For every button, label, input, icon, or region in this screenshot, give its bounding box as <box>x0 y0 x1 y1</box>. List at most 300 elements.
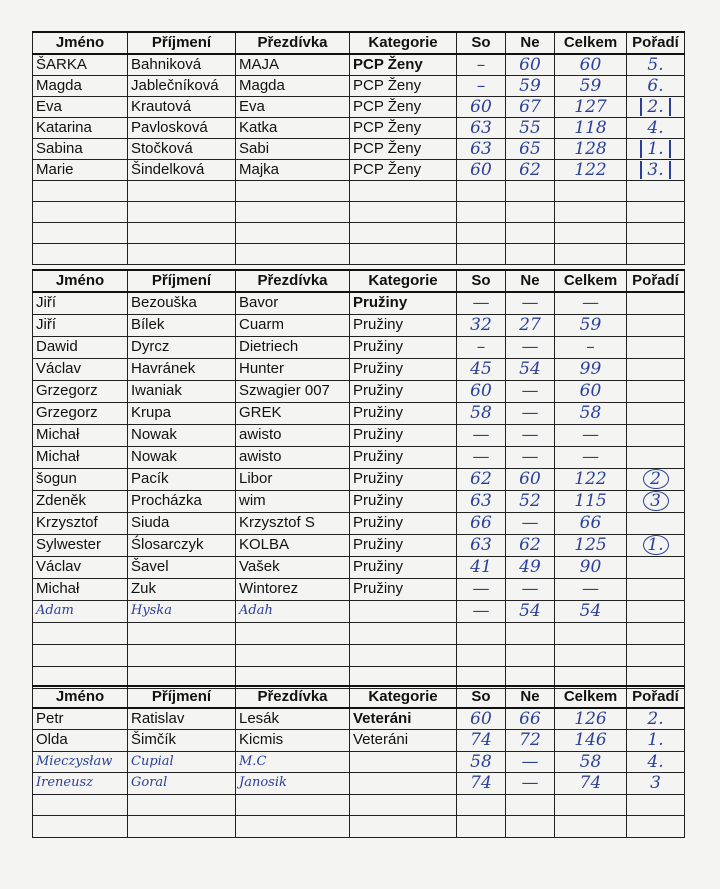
nickname-cell: Krzysztof S <box>236 512 350 534</box>
empty-cell <box>33 622 128 644</box>
empty-row <box>33 816 685 838</box>
empty-cell <box>627 644 685 666</box>
empty-row <box>33 202 685 223</box>
empty-cell <box>555 816 627 838</box>
so-cell: 60 <box>457 97 506 118</box>
empty-cell <box>128 794 236 816</box>
empty-row <box>33 794 685 816</box>
surname-cell: Stočková <box>128 139 236 160</box>
header-so: So <box>457 686 506 708</box>
empty-cell <box>457 244 506 265</box>
rank-cell <box>627 578 685 600</box>
rank-cell <box>627 446 685 468</box>
surname-cell: Ślosarczyk <box>128 534 236 556</box>
rank-mark: 1. <box>643 535 669 555</box>
rank-mark: 2. <box>640 98 670 116</box>
total-cell: — <box>555 446 627 468</box>
ne-cell: 49 <box>506 556 555 578</box>
category-cell <box>350 751 457 773</box>
category-cell: Pružiny <box>350 468 457 490</box>
header-prezdivka: Přezdívka <box>236 686 350 708</box>
nickname-cell: M.C <box>236 751 350 773</box>
first-name-cell: Krzysztof <box>33 512 128 534</box>
nickname-cell: Libor <box>236 468 350 490</box>
category-cell: PCP Ženy <box>350 76 457 97</box>
nickname-cell: Katka <box>236 118 350 139</box>
ne-cell: 59 <box>506 76 555 97</box>
table-row <box>33 97 685 118</box>
table-row <box>33 424 685 446</box>
so-cell: 41 <box>457 556 506 578</box>
empty-cell <box>350 794 457 816</box>
empty-cell <box>457 644 506 666</box>
rank-cell <box>627 534 685 556</box>
header-celkem: Celkem <box>555 270 627 292</box>
nickname-cell: wim <box>236 490 350 512</box>
table-row <box>33 556 685 578</box>
surname-cell: Šavel <box>128 556 236 578</box>
category-cell: Pružiny <box>350 358 457 380</box>
header-prijmeni: Příjmení <box>128 270 236 292</box>
rank-mark: 1. <box>640 140 670 158</box>
rank-cell <box>627 336 685 358</box>
empty-cell <box>627 244 685 265</box>
surname-cell: Pavlosková <box>128 118 236 139</box>
so-cell: 60 <box>457 380 506 402</box>
empty-cell <box>555 794 627 816</box>
surname-cell: Cupial <box>128 751 236 773</box>
first-name-cell: Jiří <box>33 292 128 314</box>
empty-row <box>33 644 685 666</box>
header-jmeno: Jméno <box>33 270 128 292</box>
so-cell: 58 <box>457 402 506 424</box>
total-cell: – <box>555 336 627 358</box>
ne-cell: — <box>506 402 555 424</box>
total-cell: — <box>555 292 627 314</box>
category-cell: Pružiny <box>350 292 457 314</box>
empty-cell <box>128 202 236 223</box>
so-cell: 58 <box>457 751 506 773</box>
total-cell: 118 <box>555 118 627 139</box>
so-cell: — <box>457 424 506 446</box>
header-row <box>33 686 685 708</box>
ne-cell: 62 <box>506 534 555 556</box>
first-name-cell: Olda <box>33 730 128 752</box>
empty-cell <box>555 202 627 223</box>
table-row <box>33 708 685 730</box>
header-so: So <box>457 270 506 292</box>
rank-cell <box>627 490 685 512</box>
header-row <box>33 32 685 54</box>
ne-cell: — <box>506 336 555 358</box>
empty-cell <box>33 244 128 265</box>
nickname-cell: Cuarm <box>236 314 350 336</box>
rank-cell <box>627 600 685 622</box>
rank-cell <box>627 358 685 380</box>
empty-cell <box>33 181 128 202</box>
first-name-cell: Sabina <box>33 139 128 160</box>
category-cell: Pružiny <box>350 578 457 600</box>
empty-cell <box>627 816 685 838</box>
rank-cell <box>627 139 685 160</box>
surname-cell: Siuda <box>128 512 236 534</box>
nickname-cell: Bavor <box>236 292 350 314</box>
empty-cell <box>128 816 236 838</box>
empty-cell <box>506 202 555 223</box>
table-row <box>33 534 685 556</box>
first-name-cell: Michał <box>33 446 128 468</box>
empty-cell <box>506 816 555 838</box>
rank-cell: 4. <box>627 118 685 139</box>
empty-cell <box>236 202 350 223</box>
total-cell: 90 <box>555 556 627 578</box>
nickname-cell: Sabi <box>236 139 350 160</box>
empty-cell <box>627 202 685 223</box>
first-name-cell: Eva <box>33 97 128 118</box>
so-cell: 63 <box>457 139 506 160</box>
empty-row <box>33 244 685 265</box>
empty-cell <box>350 644 457 666</box>
ne-cell: 65 <box>506 139 555 160</box>
total-cell: — <box>555 424 627 446</box>
first-name-cell: Václav <box>33 556 128 578</box>
rank-cell <box>627 97 685 118</box>
nickname-cell: Eva <box>236 97 350 118</box>
so-cell: 62 <box>457 468 506 490</box>
table-row <box>33 446 685 468</box>
total-cell: 59 <box>555 314 627 336</box>
empty-cell <box>236 644 350 666</box>
first-name-cell: Petr <box>33 708 128 730</box>
rank-cell <box>627 402 685 424</box>
first-name-cell: Michał <box>33 578 128 600</box>
empty-cell <box>128 223 236 244</box>
category-cell: Pružiny <box>350 490 457 512</box>
table-row <box>33 336 685 358</box>
surname-cell: Krautová <box>128 97 236 118</box>
surname-cell: Ratislav <box>128 708 236 730</box>
header-poradi: Pořadí <box>627 686 685 708</box>
total-cell: 126 <box>555 708 627 730</box>
empty-row <box>33 181 685 202</box>
category-cell: Pružiny <box>350 402 457 424</box>
rank-cell: 5. <box>627 54 685 76</box>
surname-cell: Hyska <box>128 600 236 622</box>
ne-cell: 67 <box>506 97 555 118</box>
rank-cell <box>627 380 685 402</box>
first-name-cell: Marie <box>33 160 128 181</box>
rank-mark: 2 <box>643 469 669 489</box>
header-so: So <box>457 32 506 54</box>
rank-cell <box>627 512 685 534</box>
empty-cell <box>128 181 236 202</box>
ne-cell: — <box>506 578 555 600</box>
empty-cell <box>350 622 457 644</box>
nickname-cell: Majka <box>236 160 350 181</box>
total-cell: 99 <box>555 358 627 380</box>
surname-cell: Procházka <box>128 490 236 512</box>
nickname-cell: Janosik <box>236 773 350 795</box>
nickname-cell: awisto <box>236 424 350 446</box>
first-name-cell: ŠARKA <box>33 54 128 76</box>
first-name-cell: Grzegorz <box>33 380 128 402</box>
rank-mark: 3 <box>643 491 669 511</box>
category-cell: Pružiny <box>350 424 457 446</box>
empty-cell <box>128 644 236 666</box>
empty-cell <box>236 244 350 265</box>
ne-cell: 62 <box>506 160 555 181</box>
total-cell: 128 <box>555 139 627 160</box>
surname-cell: Dyrcz <box>128 336 236 358</box>
empty-cell <box>350 181 457 202</box>
first-name-cell: Katarina <box>33 118 128 139</box>
empty-cell <box>506 794 555 816</box>
empty-cell <box>33 794 128 816</box>
ne-cell: — <box>506 292 555 314</box>
nickname-cell: GREK <box>236 402 350 424</box>
rank-cell <box>627 424 685 446</box>
ne-cell: 60 <box>506 54 555 76</box>
ne-cell: 54 <box>506 600 555 622</box>
empty-cell <box>457 794 506 816</box>
ne-cell: 60 <box>506 468 555 490</box>
table-row <box>33 380 685 402</box>
rank-cell: 4. <box>627 751 685 773</box>
empty-cell <box>236 794 350 816</box>
rank-cell <box>627 292 685 314</box>
empty-cell <box>236 816 350 838</box>
empty-cell <box>627 794 685 816</box>
so-cell: — <box>457 292 506 314</box>
empty-cell <box>236 181 350 202</box>
header-ne: Ne <box>506 686 555 708</box>
nickname-cell: MAJA <box>236 54 350 76</box>
table-row <box>33 730 685 752</box>
nickname-cell: Lesák <box>236 708 350 730</box>
category-cell: Pružiny <box>350 314 457 336</box>
surname-cell: Šimčík <box>128 730 236 752</box>
category-cell: PCP Ženy <box>350 54 457 76</box>
surname-cell: Bezouška <box>128 292 236 314</box>
ne-cell: 55 <box>506 118 555 139</box>
ne-cell: 66 <box>506 708 555 730</box>
empty-cell <box>236 223 350 244</box>
ne-cell: 72 <box>506 730 555 752</box>
first-name-cell: Magda <box>33 76 128 97</box>
so-cell: – <box>457 76 506 97</box>
first-name-cell: Václav <box>33 358 128 380</box>
table-row <box>33 139 685 160</box>
nickname-cell: Wintorez <box>236 578 350 600</box>
total-cell: 127 <box>555 97 627 118</box>
empty-cell <box>457 202 506 223</box>
table-row <box>33 314 685 336</box>
rank-cell: 1. <box>627 730 685 752</box>
nickname-cell: Adah <box>236 600 350 622</box>
header-kategorie: Kategorie <box>350 686 457 708</box>
surname-cell: Bahniková <box>128 54 236 76</box>
empty-cell <box>627 181 685 202</box>
first-name-cell: Zdeněk <box>33 490 128 512</box>
empty-cell <box>506 244 555 265</box>
so-cell: – <box>457 336 506 358</box>
first-name-cell: Sylwester <box>33 534 128 556</box>
total-cell: 58 <box>555 402 627 424</box>
header-poradi: Pořadí <box>627 270 685 292</box>
ne-cell: 27 <box>506 314 555 336</box>
so-cell: — <box>457 578 506 600</box>
empty-row <box>33 223 685 244</box>
category-cell <box>350 600 457 622</box>
rank-cell <box>627 160 685 181</box>
rank-cell: 2. <box>627 708 685 730</box>
empty-cell <box>506 644 555 666</box>
empty-cell <box>33 644 128 666</box>
category-cell: Veteráni <box>350 708 457 730</box>
so-cell: 66 <box>457 512 506 534</box>
rank-cell <box>627 556 685 578</box>
table-row <box>33 773 685 795</box>
empty-cell <box>350 202 457 223</box>
table-row <box>33 512 685 534</box>
so-cell: 32 <box>457 314 506 336</box>
ne-cell: 54 <box>506 358 555 380</box>
total-cell: 74 <box>555 773 627 795</box>
first-name-cell: Adam <box>33 600 128 622</box>
so-cell: — <box>457 600 506 622</box>
header-prijmeni: Příjmení <box>128 686 236 708</box>
header-ne: Ne <box>506 270 555 292</box>
header-ne: Ne <box>506 32 555 54</box>
empty-cell <box>506 181 555 202</box>
ne-cell: — <box>506 773 555 795</box>
nickname-cell: Magda <box>236 76 350 97</box>
empty-cell <box>457 816 506 838</box>
header-prezdivka: Přezdívka <box>236 270 350 292</box>
empty-cell <box>457 622 506 644</box>
total-cell: 58 <box>555 751 627 773</box>
empty-cell <box>555 223 627 244</box>
empty-cell <box>506 223 555 244</box>
header-poradi: Pořadí <box>627 32 685 54</box>
category-cell: Pružiny <box>350 556 457 578</box>
nickname-cell: awisto <box>236 446 350 468</box>
first-name-cell: Michał <box>33 424 128 446</box>
total-cell: 125 <box>555 534 627 556</box>
category-cell: Pružiny <box>350 336 457 358</box>
category-cell: Pružiny <box>350 446 457 468</box>
empty-cell <box>33 223 128 244</box>
empty-row <box>33 622 685 644</box>
so-cell: 63 <box>457 118 506 139</box>
category-cell: Pružiny <box>350 512 457 534</box>
first-name-cell: Jiří <box>33 314 128 336</box>
nickname-cell: KOLBA <box>236 534 350 556</box>
empty-cell <box>506 622 555 644</box>
category-cell: Veteráni <box>350 730 457 752</box>
header-celkem: Celkem <box>555 686 627 708</box>
so-cell: 63 <box>457 534 506 556</box>
header-prezdivka: Přezdívka <box>236 32 350 54</box>
rank-cell <box>627 314 685 336</box>
category-cell: Pružiny <box>350 380 457 402</box>
empty-cell <box>33 816 128 838</box>
table-row <box>33 54 685 76</box>
total-cell: 60 <box>555 54 627 76</box>
header-celkem: Celkem <box>555 32 627 54</box>
empty-cell <box>350 244 457 265</box>
surname-cell: Šindelková <box>128 160 236 181</box>
so-cell: 74 <box>457 773 506 795</box>
empty-cell <box>236 622 350 644</box>
total-cell: 60 <box>555 380 627 402</box>
total-cell: 115 <box>555 490 627 512</box>
header-jmeno: Jméno <box>33 686 128 708</box>
table-row <box>33 358 685 380</box>
total-cell: 66 <box>555 512 627 534</box>
table-row <box>33 402 685 424</box>
category-cell: PCP Ženy <box>350 97 457 118</box>
surname-cell: Havránek <box>128 358 236 380</box>
empty-cell <box>627 223 685 244</box>
rank-cell: 3 <box>627 773 685 795</box>
table-row <box>33 118 685 139</box>
so-cell: 60 <box>457 708 506 730</box>
header-kategorie: Kategorie <box>350 270 457 292</box>
rank-cell: 6. <box>627 76 685 97</box>
empty-cell <box>128 244 236 265</box>
category-cell: PCP Ženy <box>350 139 457 160</box>
ne-cell: — <box>506 446 555 468</box>
first-name-cell: Mieczysław <box>33 751 128 773</box>
so-cell: 60 <box>457 160 506 181</box>
table-row <box>33 292 685 314</box>
category-cell <box>350 773 457 795</box>
ne-cell: 52 <box>506 490 555 512</box>
surname-cell: Zuk <box>128 578 236 600</box>
header-jmeno: Jméno <box>33 32 128 54</box>
nickname-cell: Szwagier 007 <box>236 380 350 402</box>
surname-cell: Goral <box>128 773 236 795</box>
empty-cell <box>457 223 506 244</box>
category-cell: PCP Ženy <box>350 118 457 139</box>
total-cell: 122 <box>555 160 627 181</box>
empty-cell <box>457 181 506 202</box>
surname-cell: Nowak <box>128 424 236 446</box>
nickname-cell: Dietriech <box>236 336 350 358</box>
empty-cell <box>555 644 627 666</box>
header-prijmeni: Příjmení <box>128 32 236 54</box>
ne-cell: — <box>506 512 555 534</box>
surname-cell: Jablečníková <box>128 76 236 97</box>
rank-mark: 3. <box>640 161 670 179</box>
first-name-cell: Ireneusz <box>33 773 128 795</box>
rank-cell <box>627 468 685 490</box>
so-cell: — <box>457 446 506 468</box>
surname-cell: Nowak <box>128 446 236 468</box>
total-cell: 59 <box>555 76 627 97</box>
empty-cell <box>350 223 457 244</box>
empty-cell <box>350 816 457 838</box>
header-row <box>33 270 685 292</box>
ne-cell: — <box>506 751 555 773</box>
table-row <box>33 751 685 773</box>
category-cell: PCP Ženy <box>350 160 457 181</box>
first-name-cell: Grzegorz <box>33 402 128 424</box>
empty-cell <box>555 622 627 644</box>
ne-cell: — <box>506 380 555 402</box>
table-row <box>33 160 685 181</box>
